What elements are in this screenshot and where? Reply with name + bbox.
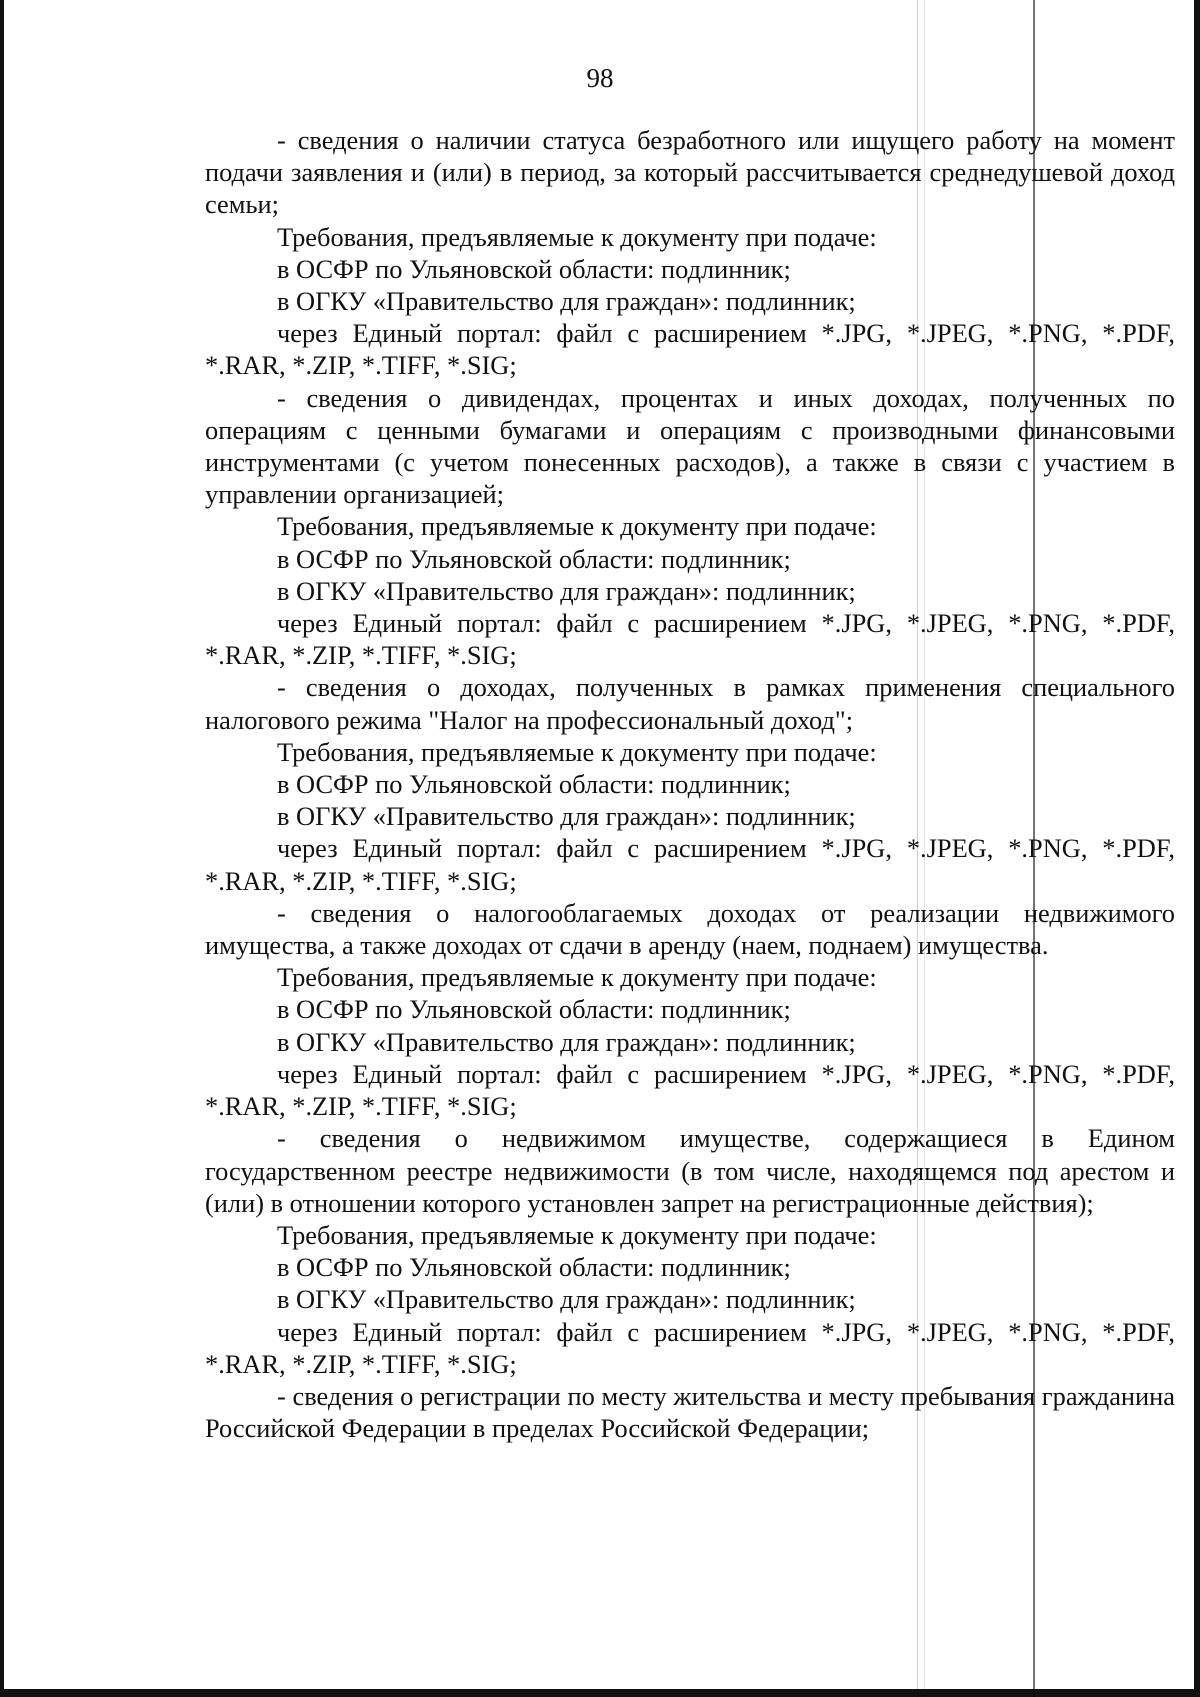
text-line: в ОГКУ «Правительство для граждан»: подлинник;	[277, 286, 856, 317]
page-number: 98	[586, 63, 614, 93]
paragraph: - сведения о дивидендах, процентах и иных доходах, полученных по операциям с ценными бумагами и операциям с производными финансовыми инструментами (с учетом понесенных расходов), а также в связи с участием в управлении организацией;	[205, 382, 1175, 510]
paragraph: - сведения о недвижимом имуществе, содержащиеся в Едином государственном реестре недвижимости (в том числе, находящемся под арестом и (или) в отношении которого установлен запрет на регистрационные действия);	[205, 1123, 1175, 1218]
paragraph: через Единый портал: файл с расширением *.JPG, *.JPEG, *.PNG, *.PDF, *.RAR, *.ZIP, *.TIFF, *.SIG;	[205, 1058, 1175, 1122]
paragraph: - сведения о регистрации по месту жительства и месту пребывания гражданина Российской Федерации в пределах Российской Федерации;	[205, 1380, 1175, 1444]
text-line: Требования, предъявляемые к документу при подаче:	[277, 221, 877, 252]
text-line: в ОГКУ «Правительство для граждан»: подлинник;	[277, 575, 856, 606]
text-line: Требования, предъявляемые к документу при подаче:	[277, 1219, 877, 1250]
text-line: Требования, предъявляемые к документу при подаче:	[277, 736, 877, 767]
paragraph: - сведения о наличии статуса безработного или ищущего работу на момент подачи заявления и (или) в период, за который рассчитывается среднедушевой доход семьи;	[205, 125, 1175, 220]
scan-border-right	[1194, 0, 1200, 1697]
paragraph: через Единый портал: файл с расширением *.JPG, *.JPEG, *.PNG, *.PDF, *.RAR, *.ZIP, *.TIFF, *.SIG;	[205, 608, 1175, 671]
paragraph: через Единый портал: файл с расширением *.JPG, *.JPEG, *.PNG, *.PDF, *.RAR, *.ZIP, *.TIFF, *.SIG;	[205, 318, 1175, 381]
document-body	[205, 124, 1175, 1444]
paragraph: - сведения о доходах, полученных в рамках применения специального налогового режима "Налог на профессиональный доход";	[205, 672, 1175, 735]
text-line: Требования, предъявляемые к документу при подаче:	[277, 511, 877, 542]
paragraph: через Единый портал: файл с расширением *.JPG, *.JPEG, *.PNG, *.PDF, *.RAR, *.ZIP, *.TIFF, *.SIG;	[205, 833, 1175, 896]
scan-border-left	[0, 0, 4, 1697]
scan-border-bottom	[0, 1689, 1200, 1697]
paragraph: - сведения о налогооблагаемых доходах от реализации недвижимого имущества, а также доходах от сдачи в аренду (наем, поднаем) имущества.	[205, 897, 1175, 961]
text-line: в ОСФР по Ульяновской области: подлинник;	[277, 543, 791, 574]
text-line: в ОГКУ «Правительство для граждан»: подлинник;	[277, 1026, 856, 1057]
text-line: в ОСФР по Ульяновской области: подлинник;	[277, 253, 791, 284]
paragraph: через Единый портал: файл с расширением *.JPG, *.JPEG, *.PNG, *.PDF, *.RAR, *.ZIP, *.TIFF, *.SIG;	[205, 1316, 1175, 1379]
text-line: в ОСФР по Ульяновской области: подлинник;	[277, 1252, 791, 1283]
text-line: Требования, предъявляемые к документу при подаче:	[277, 962, 877, 993]
text-line: в ОГКУ «Правительство для граждан»: подлинник;	[277, 801, 856, 832]
text-line: в ОГКУ «Правительство для граждан»: подлинник;	[277, 1284, 856, 1315]
text-line: в ОСФР по Ульяновской области: подлинник;	[277, 994, 791, 1025]
text-line: в ОСФР по Ульяновской области: подлинник;	[277, 769, 791, 800]
